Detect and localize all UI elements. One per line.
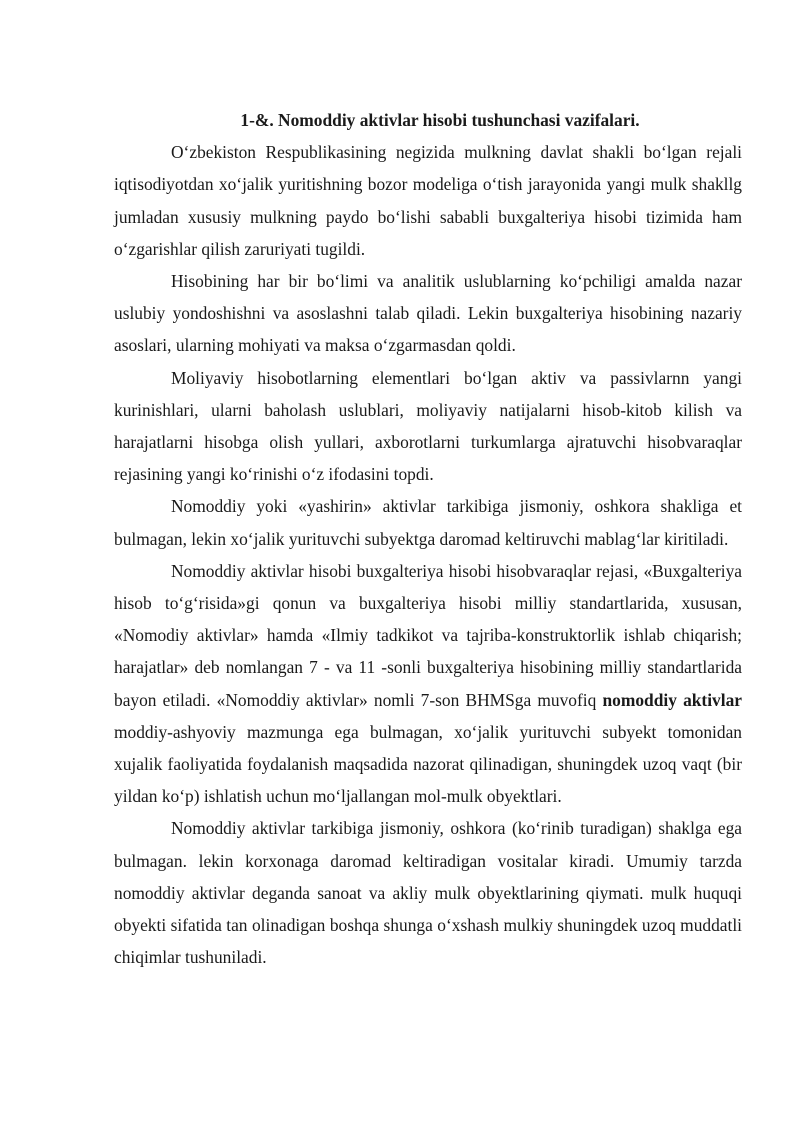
paragraph-3: Moliyaviy hisobotlarning elementlari boʻlgan aktiv va passivlarnn yangi kurinishlari, ularni baholash uslublari, moliyaviy natijalarni hisob-kitob kilish va harajatlarni hisobga olish yullari, axborotlarni turkumlarga ajratuvchi hisobvaraqlar rejasining yangi koʻrinishi oʻz ifodasini topdi. bbox=[114, 367, 742, 485]
section-title: 1-&. Nomoddiy aktivlar hisobi tushunchasi vazifalari. bbox=[240, 110, 640, 130]
paragraph-4: Nomoddiy yoki «yashirin» aktivlar tarkibiga jismoniy, oshkora shakliga et bulmagan, lekin xoʻjalik yurituvchi subyektga daromad keltiruvchi mablagʻlar kiritiladi. bbox=[114, 496, 742, 549]
paragraph-5 bbox=[114, 555, 742, 813]
paragraph-5-bold-term: nomoddiy aktivlar bbox=[602, 689, 742, 710]
paragraph-2: Hisobining har bir boʻlimi va analitik uslublarning koʻpchiligi amalda nazar uslubiy yondoshishni va asoslashni talab qiladi. Lekin buxgalteriya hisobining nazariy asoslari, ularning mohiyati va maksa oʻzgarmasdan qoldi. bbox=[114, 271, 742, 356]
paragraph-5-text-after: moddiy-ashyoviy mazmunga ega bulmagan, xoʻjalik yurituvchi subyekt tomonidan xujalik faoliyatida foydalanish maqsadida nazorat qilinadigan, shuningdek uzoq vaqt (bir yildan koʻp) ishlatish uchun moʻljallangan mol-mulk obyektlari. bbox=[114, 721, 742, 807]
paragraph-6: Nomoddiy aktivlar tarkibiga jismoniy, oshkora (koʻrinib turadigan) shaklga ega bulmagan. lekin korxonaga daromad keltiradigan vositalar kiradi. Umumiy tarzda nomoddiy aktivlar deganda sanoat va akliy mulk obyektlarining qiymati. mulk huquqi obyekti sifatida tan olinadigan boshqa shunga oʻxshash mulkiy shuningdek uzoq muddatli chiqimlar tushuniladi. bbox=[114, 818, 742, 968]
paragraph-1: Oʻzbekiston Respublikasining negizida mulkning davlat shakli boʻlgan rejali iqtisodiyotdan xoʻjalik yuritishning bozor modeliga oʻtish jarayonida yangi mulk shakllg jumladan xususiy mulkning paydo boʻlishi sababli buxgalteriya hisobi tizimida ham oʻzgarishlar qilish zaruriyati tugildi. bbox=[114, 142, 742, 259]
document-page bbox=[114, 104, 742, 973]
paragraph-5-text-before: Nomoddiy aktivlar hisobi buxgalteriya hisobi hisobvaraqlar rejasi, «Buxgalteriya hisob toʻgʻrisida»gi qonun va buxgalteriya hisobi milliy standartlarida, xususan, «Nomodiy aktivlar» hamda «Ilmiy tadkikot va tajriba-konstruktorlik ishlab chiqarish; harajatlar» deb nomlangan 7 - va 11 -sonli buxgalteriya hisobining milliy standartlarida bayon etiladi. «Nomoddiy aktivlar» nomli 7-son BHMSga muvofiq bbox=[114, 560, 742, 710]
